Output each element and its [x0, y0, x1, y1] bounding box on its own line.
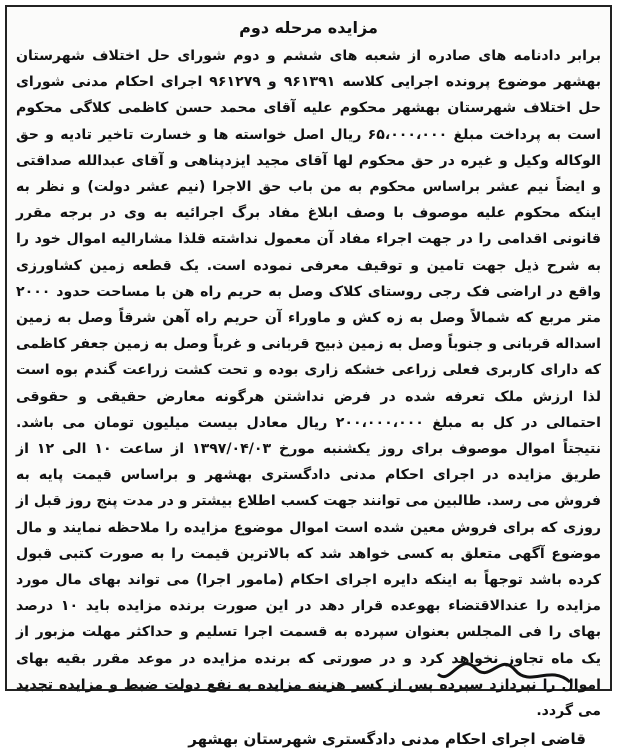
notice-title: مزایده مرحله دوم: [239, 18, 378, 37]
handwritten-signature-mark: [430, 660, 580, 690]
notice-body: برابر دادنامه های صادره از شعبه های ششم و دوم شورای حل اختلاف شهرستان بهشهر موضوع پرونده اجرایی کلاسه ۹۶۱۳۹۱ و ۹۶۱۲۷۹ اجرای احکام مدنی شورای حل اختلاف شهرستان بهشهر محکوم علیه آقای محمد حسن کاظمی کلاگی محکوم است به پرداخت مبلغ ۶۵،۰۰۰،۰۰۰ ریال اصل خواسته ها و خسارت تاخیر تادیه و حق الوکاله وکیل و غیره در حق محکوم لها آقای مجید ایزدپناهی و آقای عبدالله صداقتی و ایضاً نیم عشر براساس محکوم به من باب حق الاجرا (نیم عشر دولت) و نظر به اینکه محکوم علیه موصوف با وصف ابلاغ مفاد برگ اجرائیه به وی در برجه مقرر قانونی اقدامی را در جهت اجراء مفاد آن معمول نداشته قلذا مشارالیه اموال خود را به شرح ذیل جهت تامین و توقیف معرفی نموده است. یک قطعه زمین کشاورزی واقع در اراضی فک رجی روستای کلاک وصل به حریم راه هن با مساحت حدود ۲۰۰۰ متر مربع که شمالاً وصل به زه کش و ماوراء آن حریم راه آهن شرقاً وصل به زمین اسداله قربانی و جنوباً وصل به زمین ذبیح قربانی و غرباً وصل به زمین جعفر کاظمی که دارای کاربری فعلی زراعی خشکه زاری بوده و تحت کشت زراعت گندم بوه است لذا ارزش ملک تعرفه شده در فرض نداشتن هرگونه معارض حقیقی و حقوقی احتمالی در کل به مبلغ ۲۰۰،۰۰۰،۰۰۰ ریال معادل بیست میلیون تومان می باشد. نتیجتاً اموال موصوف برای روز یکشنبه مورخ ۱۳۹۷/۰۴/۰۳ از ساعت ۱۰ الی ۱۲ از طریق مزایده در اجرای احکام مدنی دادگستری بهشهر و براساس قیمت پایه به فروش می رسد. طالبین می توانند جهت کسب اطلاع بیشتر و در مدت پنج روز قبل از روزی که برای فروش معین شده است اموال موضوع مزایده را ملاحظه نمایند و مال موضوع آگهی متعلق به کسی خواهد شد که بالاترین قیمت را به صورت کتبی قبول کرده باشد توجهاً به اینکه دایره اجرای احکام (مامور اجرا) می تواند بهای مال مورد مزایده را عندالاقتضاء بهوعده قرار دهد در این صورت برنده مزایده باید ۱۰ درصد بهای را فی المجلس بعنوان سپرده به قسمت اجرا تسلیم و حداکثر مهلت مزبور از یک ماه تجاوز نخواهد کرد و در صورتی که برنده مزایده در موعد مقرر بقیه بهای اموال را نپردازد سپرده پس از کسر هزینه مزایده به نفع دولت ضبط و مزایده تجدید می گردد.: [16, 48, 602, 720]
notice-frame: [5, 5, 612, 749]
signature-line: قاضی اجرای احکام مدنی دادگستری شهرستان بهشهر: [188, 730, 586, 749]
